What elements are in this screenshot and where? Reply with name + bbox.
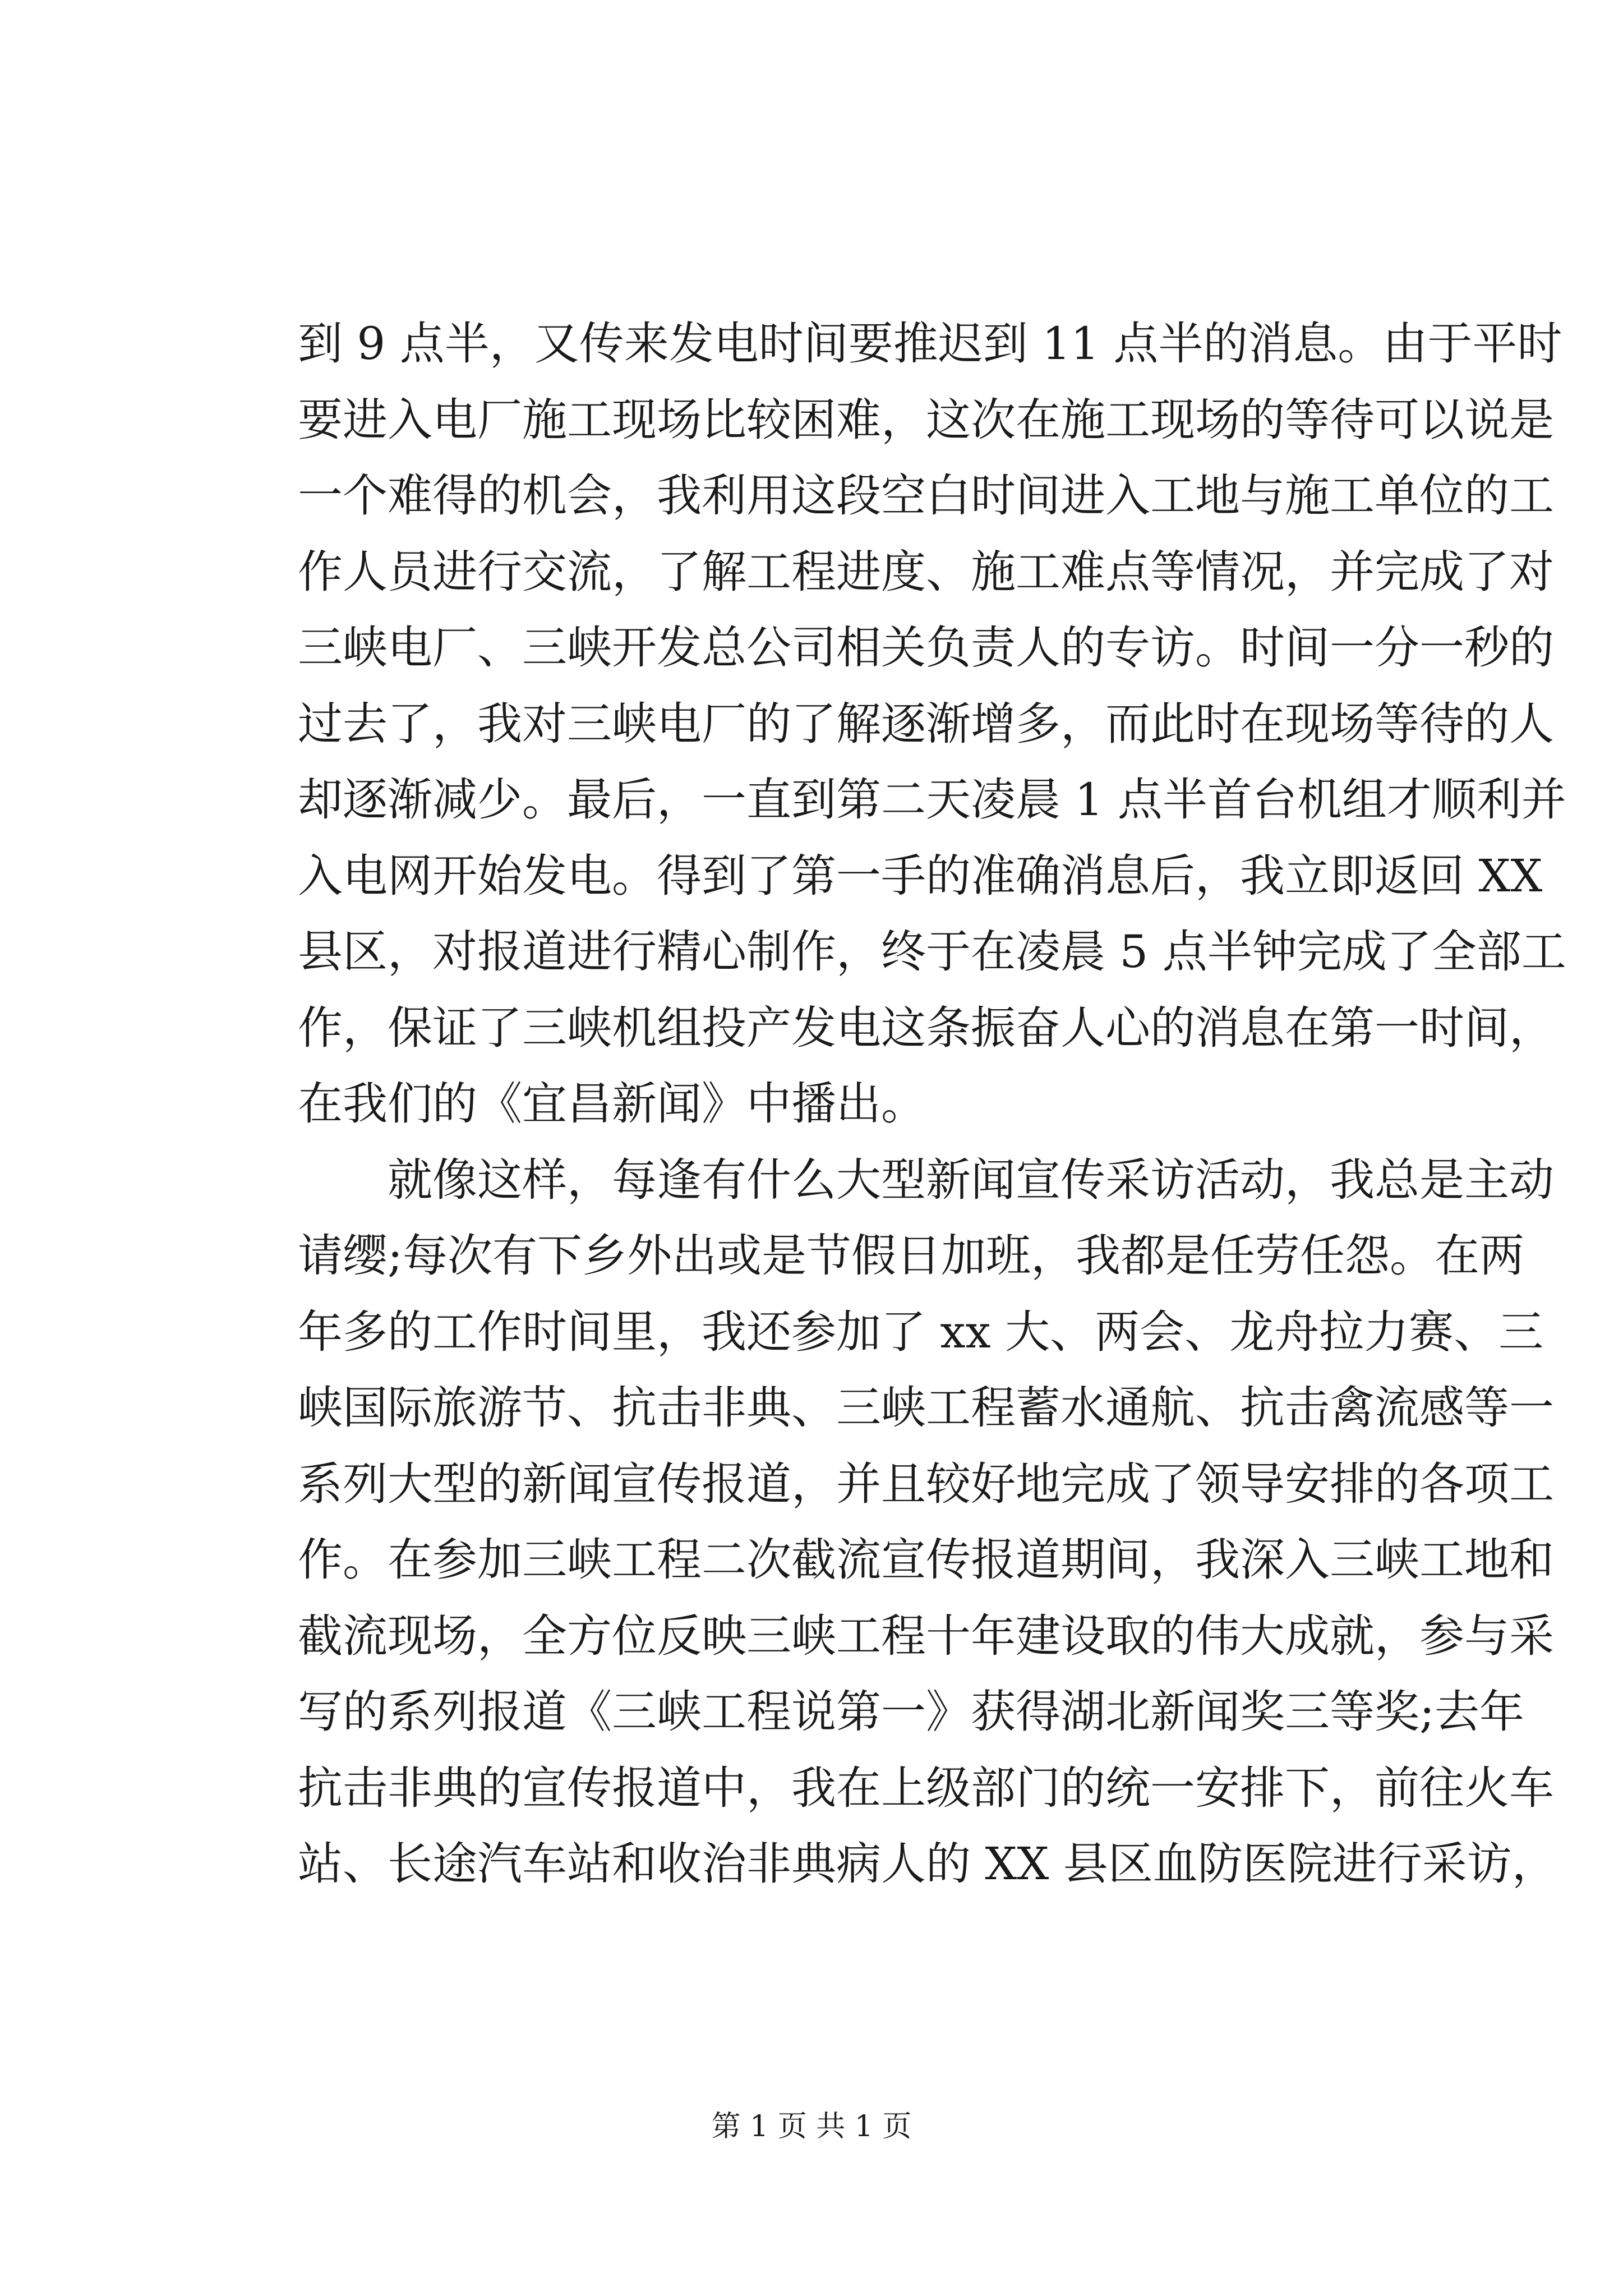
text-line: 请缨;每次有下乡外出或是节假日加班，我都是任劳任怨。在两: [298, 1230, 1524, 1282]
text-line: 截流现场，全方位反映三峡工程十年建设取的伟大成就，参与采: [298, 1609, 1554, 1662]
page-footer: [0, 2107, 1623, 2146]
page-number-label: 第 1 页 共 1 页: [711, 2110, 912, 2143]
text-line: 写的系列报道《三峡工程说第一》获得湖北新闻奖三等奖;去年: [298, 1686, 1524, 1738]
text-line: 过去了，我对三峡电厂的了解逐渐增多，而此时在现场等待的人: [298, 697, 1554, 750]
text-line: 却逐渐减少。最后，一直到第二天凌晨 1 点半首台机组才顺利并: [298, 774, 1566, 826]
text-line: 到 9 点半，又传来发电时间要推迟到 11 点半的消息。由于平时: [298, 318, 1562, 370]
body-text: [298, 306, 1566, 1902]
text-line: 就像这样，每逢有什么大型新闻宣传采访活动，我总是主动: [388, 1153, 1554, 1206]
text-line: 三峡电厂、三峡开发总公司相关负责人的专访。时间一分一秒的: [298, 622, 1554, 674]
text-line: 作人员进行交流，了解工程进度、施工难点等情况，并完成了对: [298, 545, 1554, 598]
text-line: 系列大型的新闻宣传报道，并且较好地完成了领导安排的各项工: [298, 1457, 1554, 1510]
text-line: 站、长途汽车站和收治非典病人的 XX 县区血防医院进行采访，: [298, 1838, 1557, 1890]
text-line: 峡国际旅游节、抗击非典、三峡工程蓄水通航、抗击禽流感等一: [298, 1382, 1554, 1434]
text-line: 作。在参加三峡工程二次截流宣传报道期间，我深入三峡工地和: [298, 1534, 1554, 1586]
text-line: 入电网开始发电。得到了第一手的准确消息后，我立即返回 XX: [298, 849, 1543, 902]
text-line: 作，保证了三峡机组投产发电这条振奋人心的消息在第一时间，: [298, 1001, 1554, 1054]
text-line: 年多的工作时间里，我还参加了 xx 大、两会、龙舟拉力赛、三: [298, 1305, 1544, 1358]
text-line: 在我们的《宜昌新闻》中播出。: [298, 1078, 926, 1130]
text-line: 抗击非典的宣传报道中，我在上级部门的统一安排下，前往火车: [298, 1761, 1554, 1814]
text-line: 一个难得的机会，我利用这段空白时间进入工地与施工单位的工: [298, 470, 1554, 522]
text-line: 要进入电厂施工现场比较困难，这次在施工现场的等待可以说是: [298, 393, 1554, 446]
text-line: 县区，对报道进行精心制作，终于在凌晨 5 点半钟完成了全部工: [298, 926, 1566, 978]
